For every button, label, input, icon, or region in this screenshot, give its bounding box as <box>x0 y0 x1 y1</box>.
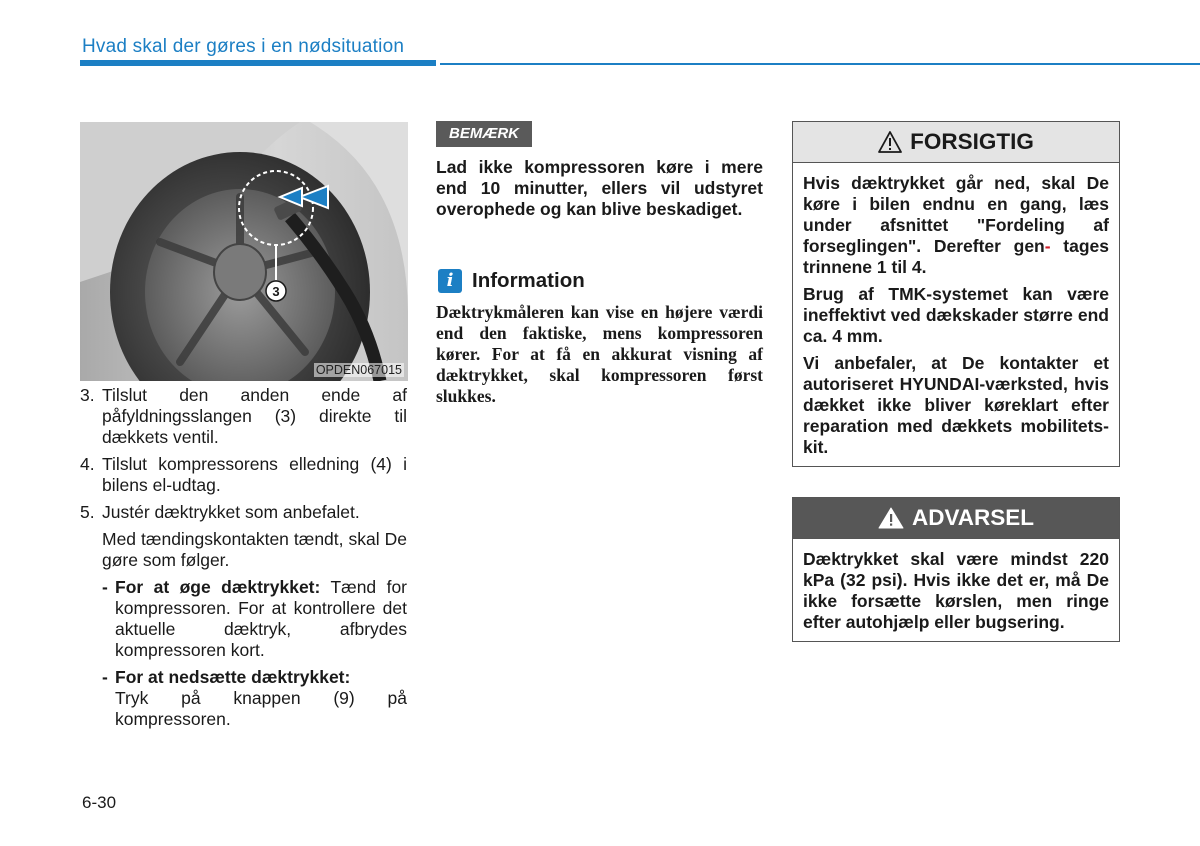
step-4 <box>80 454 407 496</box>
caution-paragraph-1 <box>803 173 1109 278</box>
step-text: Tilslut den anden ende af påfyldningsslangen (3) direkte til dækkets ventil. <box>102 385 407 447</box>
note-label: BEMÆRK <box>436 121 532 147</box>
warning-triangle-icon <box>878 507 904 529</box>
bullet-label: For at nedsætte dæktrykket: <box>115 667 351 687</box>
step-5 <box>80 502 407 523</box>
step-text: Tilslut kompressorens elledning (4) i bilens el-udtag. <box>102 454 407 495</box>
warning-text: Dæktrykket skal være mindst 220 kPa (32 psi). Hvis ikke det er, må De ikke forsætte kørslen, men ringe efter autohjælp eller bugsering. <box>803 549 1109 632</box>
bullet-increase-pressure <box>80 577 407 661</box>
tire-valve-photo <box>80 122 408 381</box>
information-heading <box>438 268 585 294</box>
step-3 <box>80 385 407 448</box>
caution-p1-tail: tages trinnene 1 til 4. <box>803 236 1109 277</box>
note-text: Lad ikke kompressoren køre i mere end 10 minutter, ellers vil udstyret overophede og kan blive beskadiget. <box>436 157 763 219</box>
page-header-title: Hvad skal der gøres i en nødsituation <box>82 36 405 57</box>
caution-paragraph-3: Vi anbefaler, at De kontakter et autoriseret HYUNDAI-værksted, hvis dækket ikke bliver køreklart efter reparation med dækkets mobilitets-kit. <box>803 353 1109 457</box>
caution-p1-text: Hvis dæktrykket går ned, skal De køre i bilen endnu en gang, læs under afsnittet "Fordeling af forseglingen". Derefter gen <box>803 173 1109 256</box>
figure-code: OPDEN067015 <box>315 363 402 377</box>
page-number: 6-30 <box>82 793 117 812</box>
bullet-dash: - <box>102 577 108 597</box>
header-rule-thick <box>80 60 436 66</box>
bullet-dash: - <box>102 667 108 687</box>
caution-title: FORSIGTIG <box>910 129 1034 154</box>
ignition-note: Med tændingskontakten tændt, skal De gøre som følger. <box>102 529 407 570</box>
warning-header <box>793 498 1119 539</box>
info-icon: i <box>438 269 462 293</box>
warning-body <box>793 539 1119 641</box>
caution-p1-hyphen: - <box>1044 236 1051 256</box>
information-text: Dæktrykmåleren kan vise en højere værdi end den faktiske, mens kompressoren kører. For at få en akkurat visning af dæktrykket, skal kompressoren først slukkes. <box>436 302 763 406</box>
warning-box <box>792 497 1120 642</box>
caution-box <box>792 121 1120 467</box>
bullet-text: Tryk på knappen (9) på kompressoren. <box>115 688 407 729</box>
warning-title: ADVARSEL <box>911 505 1035 530</box>
caution-paragraph-2: Brug af TMK-systemet kan være ineffektivt ved dækskader større end ca. 4 mm. <box>803 284 1109 346</box>
warning-triangle-icon <box>878 131 902 153</box>
bullet-decrease-pressure <box>80 667 407 730</box>
step-number: 3. <box>80 385 95 405</box>
caution-body <box>793 163 1119 466</box>
step-number: 4. <box>80 454 95 474</box>
procedure-steps <box>80 385 407 736</box>
bullet-text: Tænd for kompressoren. For at kontrollere det aktuelle dæktryk, afbrydes kompressoren kort. <box>115 577 408 660</box>
information-title: Information <box>472 269 585 292</box>
caution-header <box>793 122 1119 163</box>
header-rule-thin <box>440 63 1200 65</box>
callout-3: 3 <box>272 284 280 299</box>
step-text: Justér dæktrykket som anbefalet. <box>102 502 360 522</box>
step-number: 5. <box>80 502 95 522</box>
bullet-label: For at øge dæktrykket: <box>115 577 321 597</box>
